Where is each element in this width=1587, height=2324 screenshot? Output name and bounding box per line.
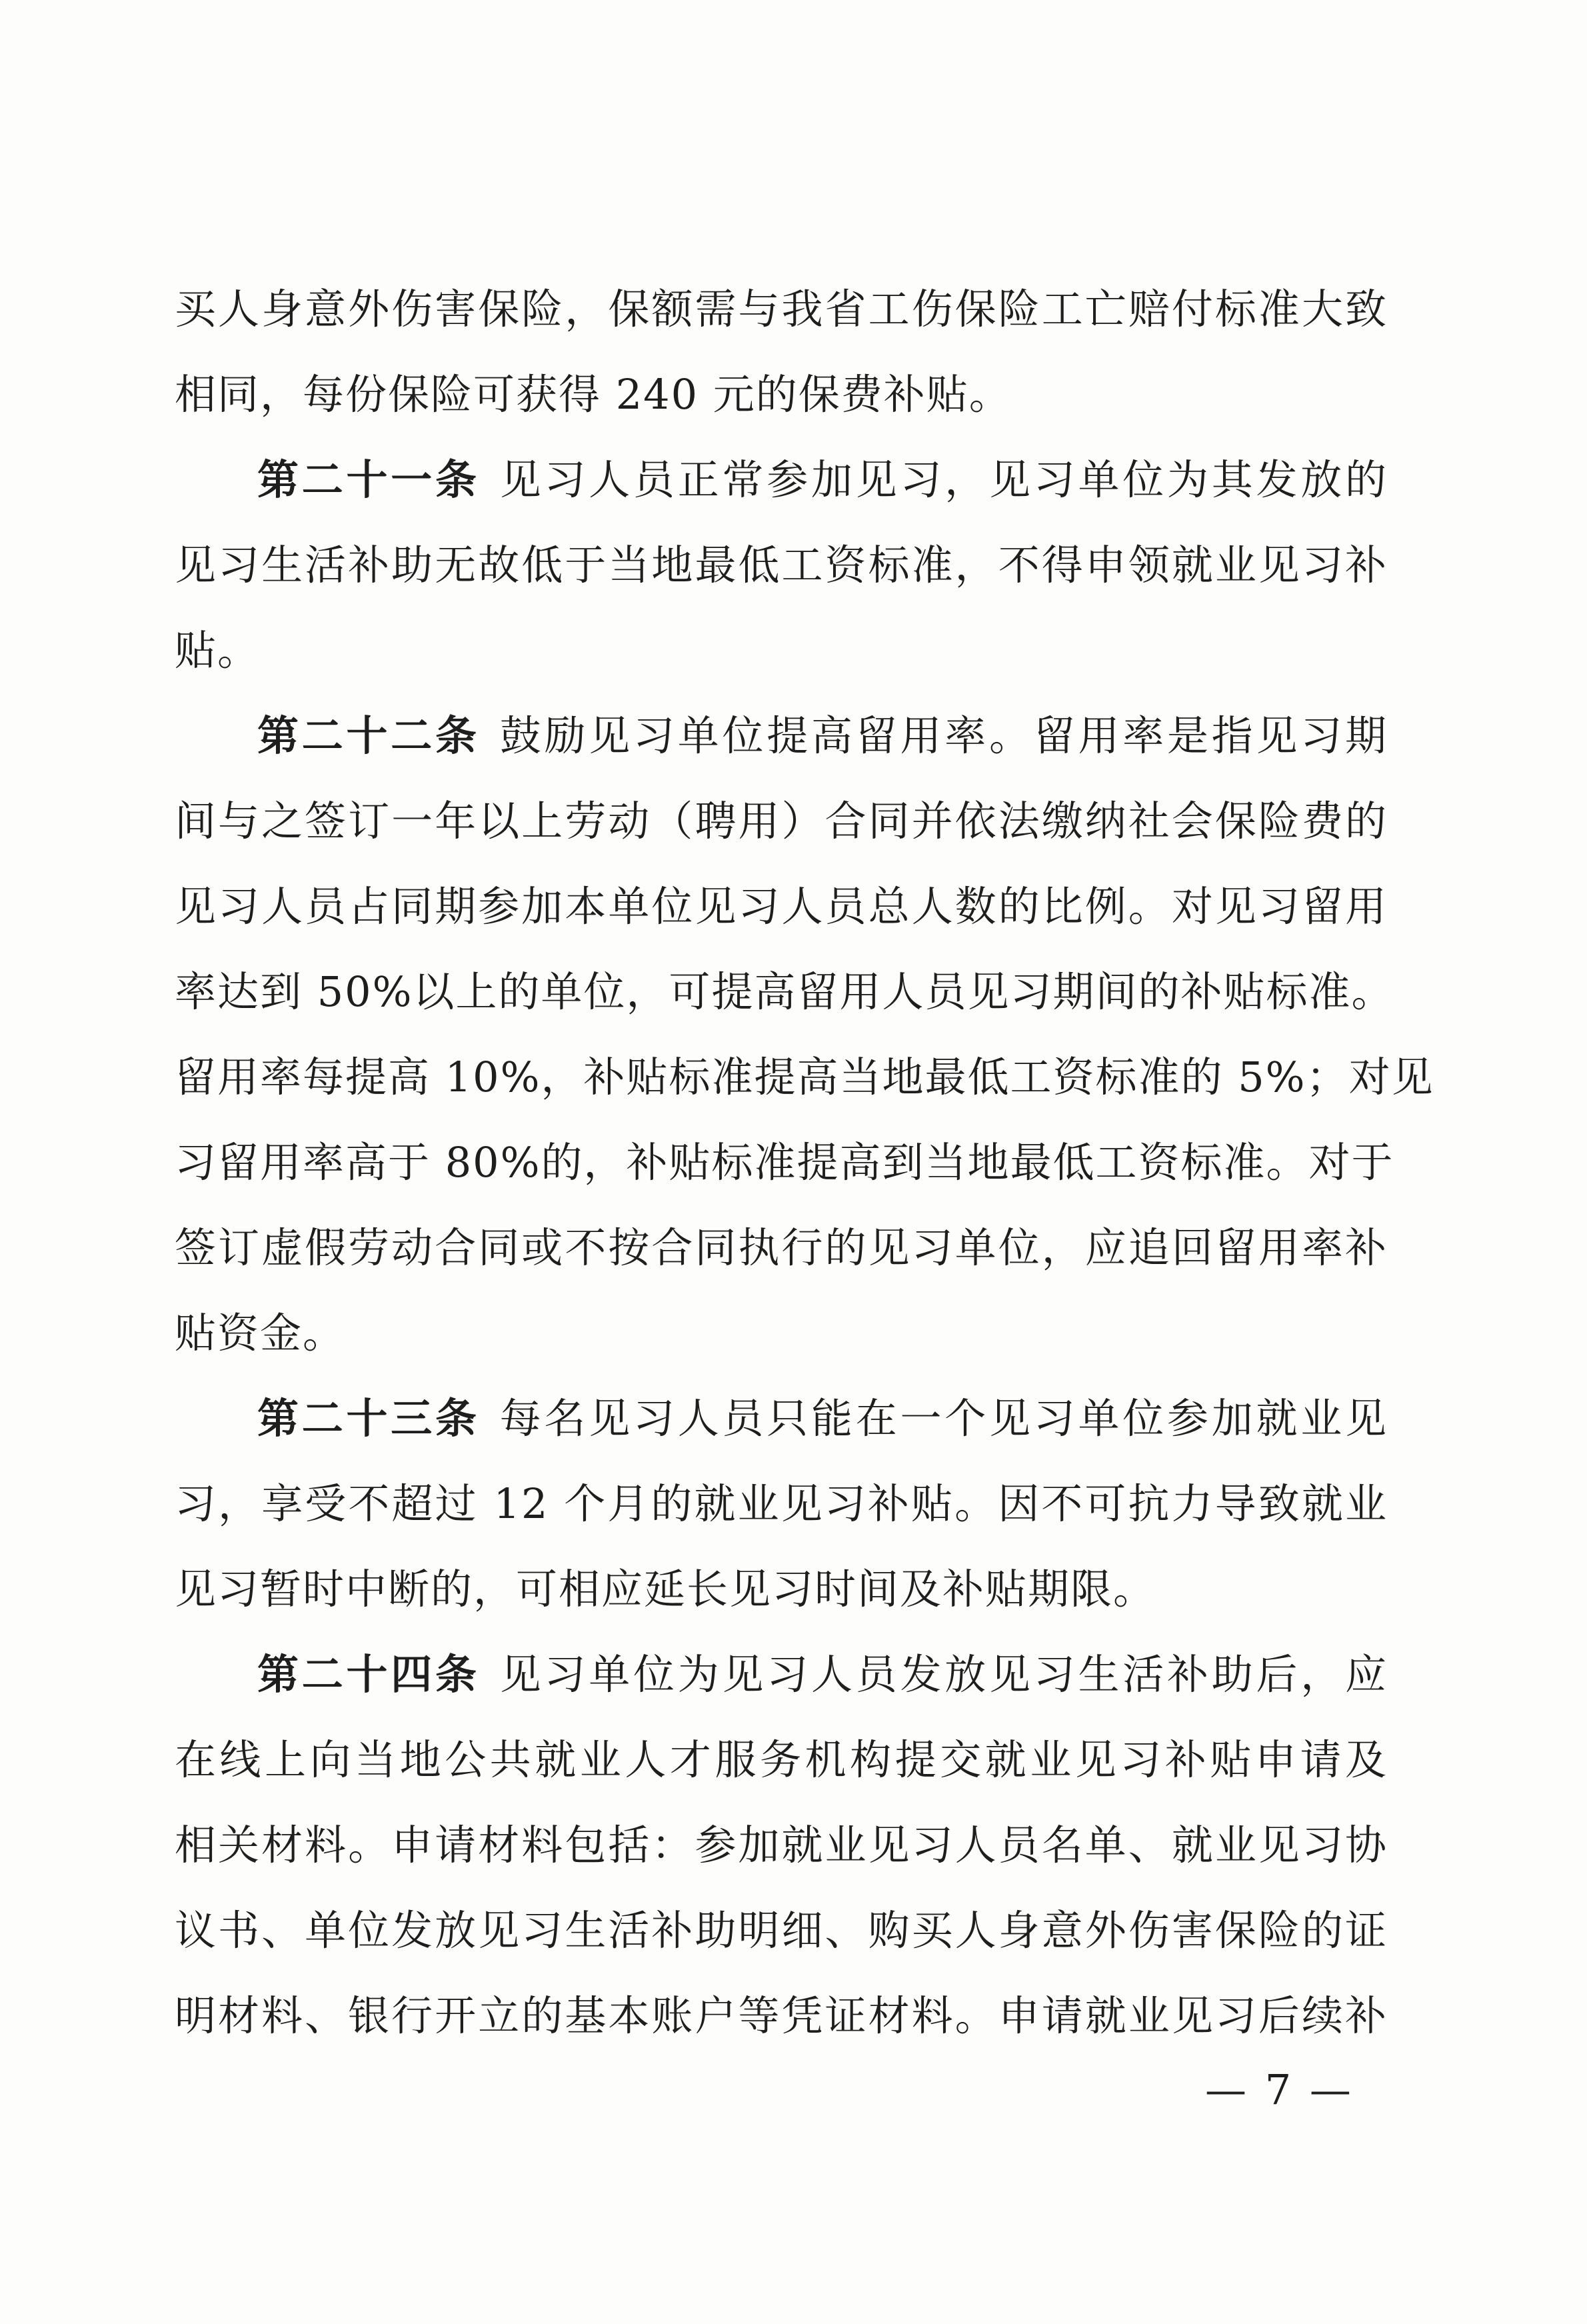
article-21	[175, 437, 1388, 693]
text-line: 见习暂时中断的，可相应延长见习时间及补贴期限。	[175, 1565, 1156, 1613]
article-text: 鼓励见习单位提高留用率。留用率是指见习期	[499, 711, 1388, 760]
text-line	[175, 1632, 1388, 1717]
article-label: 第二十三条	[257, 1394, 480, 1443]
text-line: 相同，每份保险可获得 240 元的保费补贴。	[175, 370, 1012, 419]
text-line: 贴。	[175, 626, 261, 675]
text-line: 间与之签订一年以上劳动（聘用）合同并依法缴纳社会保险费的	[175, 797, 1388, 845]
text-line: 明材料、银行开立的基本账户等凭证材料。申请就业见习后续补	[175, 1991, 1388, 2040]
text-line: 签订虚假劳动合同或不按合同执行的见习单位，应追回留用率补	[175, 1223, 1388, 1272]
paragraph-continuation	[175, 267, 1388, 437]
article-text: 见习单位为见习人员发放见习生活补助后，应	[499, 1650, 1388, 1699]
text-line: 习留用率高于 80%的，补贴标准提高到当地最低工资标准。对于	[175, 1138, 1394, 1187]
text-line: 相关材料。申请材料包括：参加就业见习人员名单、就业见习协	[175, 1821, 1388, 1869]
article-text: 每名见习人员只能在一个见习单位参加就业见	[499, 1394, 1388, 1443]
text-line: 买人身意外伤害保险，保额需与我省工伤保险工亡赔付标准大致	[175, 285, 1388, 333]
article-text: 见习人员正常参加见习，见习单位为其发放的	[499, 455, 1388, 504]
text-line: 议书、单位发放见习生活补助明细、购买人身意外伤害保险的证	[175, 1906, 1388, 1955]
article-22	[175, 693, 1434, 1376]
article-label: 第二十二条	[257, 711, 480, 760]
document-body	[175, 267, 1434, 2059]
text-line: 留用率每提高 10%，补贴标准提高当地最低工资标准的 5%；对见	[175, 1053, 1434, 1101]
article-23	[175, 1376, 1388, 1632]
text-line: 在线上向当地公共就业人才服务机构提交就业见习补贴申请及	[175, 1735, 1388, 1784]
text-line: 率达到 50%以上的单位，可提高留用人员见习期间的补贴标准。	[175, 967, 1394, 1016]
text-line: 贴资金。	[175, 1309, 346, 1357]
text-line: 见习生活补助无故低于当地最低工资标准，不得申领就业见习补	[175, 541, 1388, 589]
page-number: — 7 —	[1205, 2065, 1354, 2114]
text-line	[175, 693, 1388, 779]
article-24	[175, 1632, 1388, 2059]
text-line: 见习人员占同期参加本单位见习人员总人数的比例。对见习留用	[175, 882, 1388, 931]
text-line	[175, 437, 1388, 523]
article-label: 第二十四条	[257, 1650, 480, 1699]
article-label: 第二十一条	[257, 455, 480, 504]
text-line: 习，享受不超过 12 个月的就业见习补贴。因不可抗力导致就业	[175, 1479, 1388, 1528]
text-line	[175, 1376, 1388, 1461]
